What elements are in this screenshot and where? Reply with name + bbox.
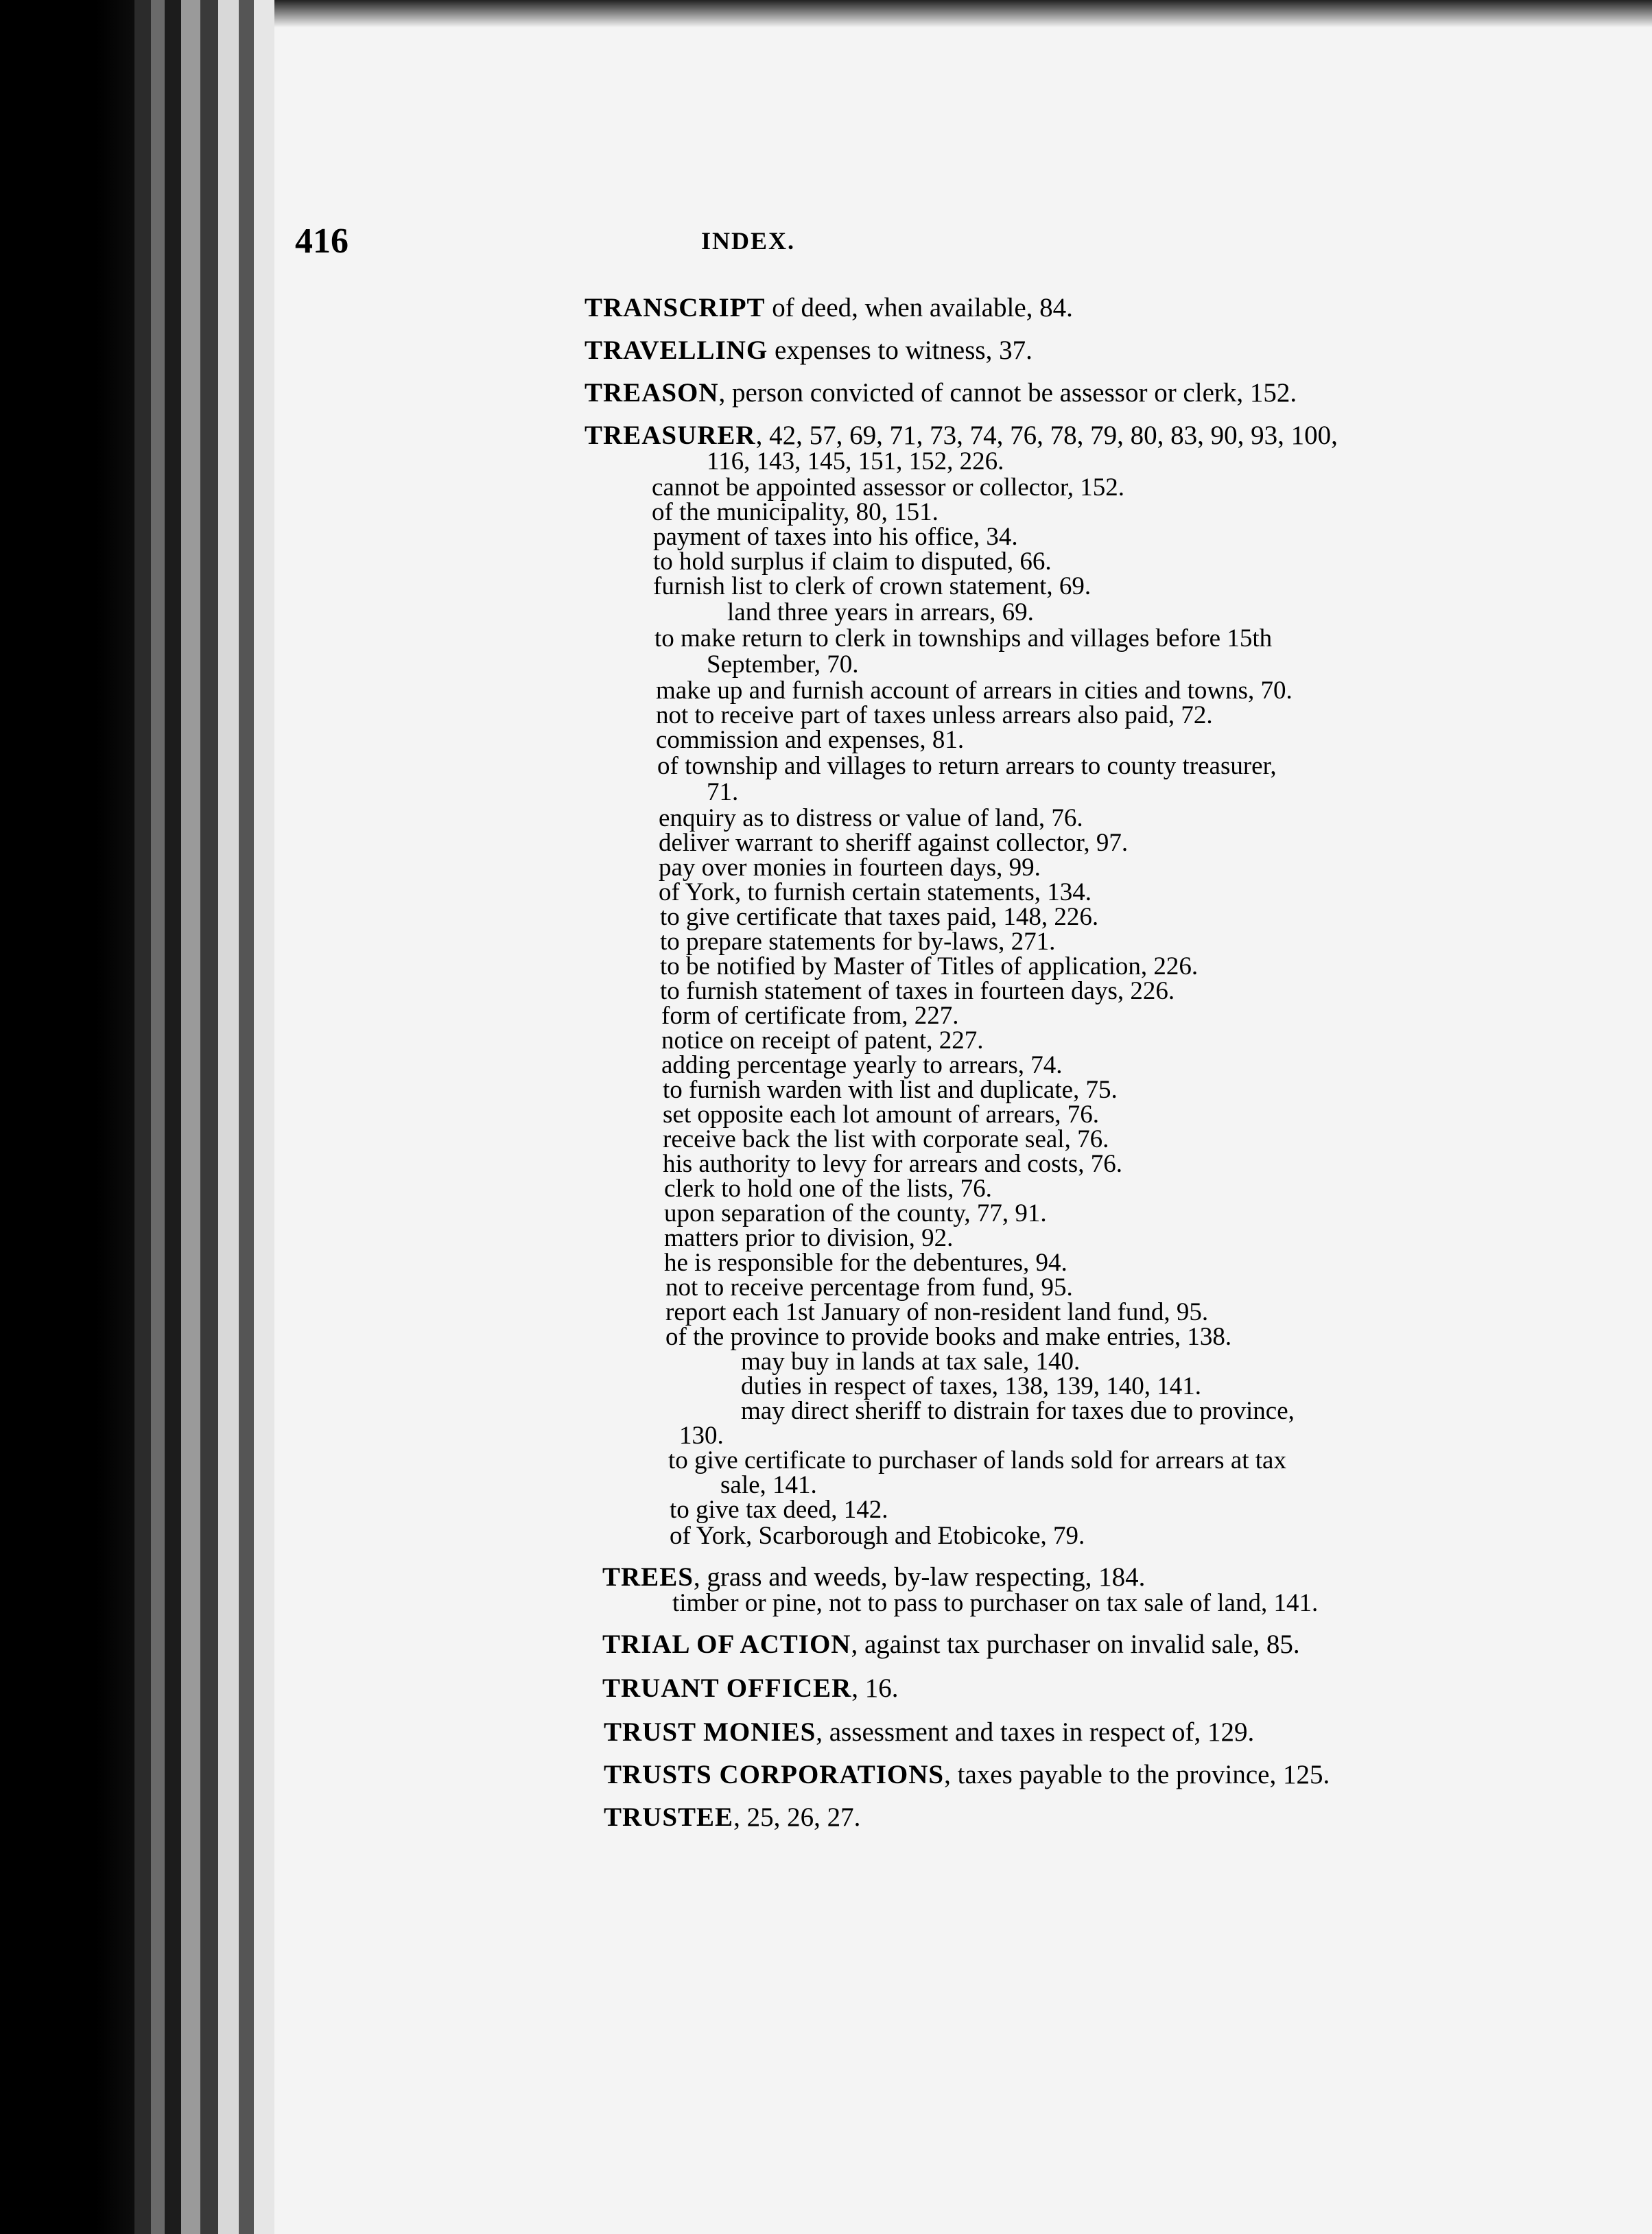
entry-term: TRUSTEE	[604, 1802, 734, 1832]
entry-text: expenses to witness, 37.	[768, 336, 1032, 365]
subentry: duties in respect of taxes, 138, 139, 140, 141.	[741, 1372, 1202, 1400]
subentry: commission and expenses, 81.	[656, 726, 965, 754]
index-entry-travelling	[585, 336, 1032, 365]
subentry: pay over monies in fourteen days, 99.	[659, 854, 1041, 882]
index-entry-trial-of-action	[602, 1630, 1300, 1659]
subentry-continuation: 71.	[707, 778, 739, 806]
entry-term: TRIAL OF ACTION	[602, 1630, 851, 1659]
subentry: clerk to hold one of the lists, 76.	[664, 1175, 992, 1203]
entry-term: TRANSCRIPT	[585, 293, 766, 322]
entry-term: TRUSTS CORPORATIONS	[604, 1760, 945, 1789]
entry-text: of deed, when available, 84.	[765, 293, 1073, 322]
subentry: set opposite each lot amount of arrears, 76.	[663, 1101, 1099, 1129]
page-edge	[200, 0, 218, 2234]
subentry: to furnish warden with list and duplicate, 75.	[663, 1076, 1118, 1104]
page-number: 416	[295, 222, 349, 261]
subentry: to prepare statements for by-laws, 271.	[660, 928, 1056, 956]
entry-term: TRUANT OFFICER	[602, 1673, 852, 1703]
index-entry-trusts-corporations	[604, 1761, 1330, 1789]
subentry: to hold surplus if claim to disputed, 66.	[653, 548, 1052, 576]
subentry: to give certificate to purchaser of lands sold for arrears at tax	[668, 1446, 1286, 1474]
entry-term: TRUST MONIES	[604, 1717, 816, 1747]
page-top-shadow	[274, 0, 1652, 27]
book-spine	[0, 0, 137, 2234]
page-edge	[165, 0, 181, 2234]
subentry: of York, to furnish certain statements, 134.	[659, 878, 1092, 906]
subentry: notice on receipt of patent, 227.	[661, 1026, 984, 1055]
subentry: not to receive part of taxes unless arrears also paid, 72.	[656, 701, 1213, 729]
entry-text: , person convicted of cannot be assessor or clerk, 152.	[718, 378, 1297, 408]
subentry: to be notified by Master of Titles of application, 226.	[660, 952, 1199, 980]
subentry: upon separation of the county, 77, 91.	[664, 1199, 1047, 1227]
entry-text: , 42, 57, 69, 71, 73, 74, 76, 78, 79, 80, 83, 90, 93, 100,	[755, 421, 1338, 450]
subentry: report each 1st January of non-resident land fund, 95.	[665, 1298, 1209, 1326]
index-entry-transcript	[585, 294, 1073, 322]
page-edge	[181, 0, 200, 2234]
entry-text: , assessment and taxes in respect of, 129.	[816, 1717, 1255, 1747]
page-edge	[218, 0, 239, 2234]
subentry: may buy in lands at tax sale, 140.	[741, 1348, 1081, 1376]
subentry: payment of taxes into his office, 34.	[653, 523, 1018, 551]
page-edge	[151, 0, 165, 2234]
index-entry-trustee	[604, 1803, 860, 1832]
subentry: receive back the list with corporate seal, 76.	[663, 1125, 1109, 1153]
page-edge	[239, 0, 254, 2234]
index-entry-treasurer	[585, 421, 1338, 450]
subentry-continuation: sale, 141.	[720, 1471, 817, 1499]
entry-text: , 16.	[851, 1673, 899, 1703]
subentry: form of certificate from, 227.	[661, 1002, 959, 1030]
page-edge	[134, 0, 151, 2234]
subentry-continuation: September, 70.	[707, 650, 859, 679]
entry-text: , 25, 26, 27.	[733, 1802, 861, 1832]
subentry: he is responsible for the debentures, 94.	[664, 1249, 1067, 1277]
entry-text: , taxes payable to the province, 125.	[944, 1760, 1330, 1789]
subentry: not to receive percentage from fund, 95.	[665, 1273, 1073, 1302]
subentry: may direct sheriff to distrain for taxes due to province,	[741, 1397, 1295, 1425]
subentry: deliver warrant to sheriff against collector, 97.	[659, 829, 1129, 857]
index-entry-trust-monies	[604, 1718, 1254, 1747]
subentry: matters prior to division, 92.	[664, 1224, 954, 1252]
index-entry-truant-officer	[602, 1674, 898, 1703]
subentry: of the municipality, 80, 151.	[652, 498, 939, 526]
subentry: furnish list to clerk of crown statement, 69.	[653, 572, 1092, 600]
subentry: to give certificate that taxes paid, 148, 226.	[660, 903, 1099, 931]
subentry: make up and furnish account of arrears in cities and towns, 70.	[656, 677, 1293, 705]
entry-term: TRAVELLING	[585, 336, 768, 365]
subentry: to furnish statement of taxes in fourteen days, 226.	[660, 977, 1175, 1005]
subentry: enquiry as to distress or value of land, 76.	[659, 804, 1083, 832]
entry-term: TREES	[602, 1562, 694, 1592]
running-head: INDEX.	[701, 227, 796, 255]
subentry: adding percentage yearly to arrears, 74.	[661, 1051, 1063, 1079]
index-entry-trees	[602, 1563, 1145, 1592]
entry-text: , against tax purchaser on invalid sale, 85.	[851, 1630, 1300, 1659]
entry-term: TREASON	[585, 378, 719, 408]
entry-text: , grass and weeds, by-law respecting, 184.	[693, 1562, 1146, 1592]
subentry: to make return to clerk in townships and villages before 15th	[654, 624, 1273, 652]
entry-term: TREASURER	[585, 421, 756, 450]
subentry: timber or pine, not to pass to purchaser on tax sale of land, 141.	[672, 1589, 1319, 1617]
page-edge	[254, 0, 274, 2234]
index-entry-treason	[585, 379, 1297, 408]
subentry: of York, Scarborough and Etobicoke, 79.	[670, 1522, 1085, 1550]
subentry: of the province to provide books and make entries, 138.	[665, 1323, 1232, 1351]
subentry: to give tax deed, 142.	[670, 1496, 888, 1524]
subentry: of township and villages to return arrears to county treasurer,	[657, 752, 1277, 780]
subentry-continuation: 130.	[679, 1422, 724, 1450]
subentry: land three years in arrears, 69.	[727, 598, 1034, 626]
subentry: cannot be appointed assessor or collector, 152.	[652, 473, 1124, 502]
entry-continuation: 116, 143, 145, 151, 152, 226.	[707, 447, 1004, 475]
subentry: his authority to levy for arrears and costs, 76.	[663, 1150, 1122, 1178]
